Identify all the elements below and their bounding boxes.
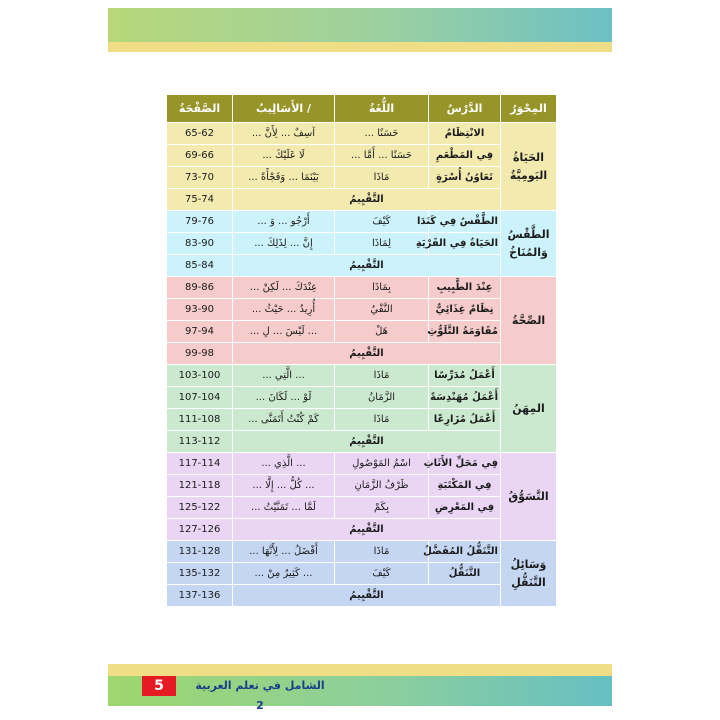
review-row — [167, 519, 557, 541]
language-cell: مَاذَا — [335, 365, 429, 387]
review-row — [167, 343, 557, 365]
table-row — [167, 365, 557, 387]
table-row — [167, 123, 557, 145]
language-cell: مَاذَا — [335, 409, 429, 431]
language-cell: هَلْ — [335, 321, 429, 343]
pages-cell: 83-90 — [167, 233, 233, 255]
review-row — [167, 255, 557, 277]
lesson-cell: فِي المَعْرِضِ — [429, 497, 501, 519]
pages-cell: 85-84 — [167, 255, 233, 277]
review-cell: التَّقْيِيمُ — [233, 519, 501, 541]
language-cell: مَاذَا — [335, 167, 429, 189]
styles-cell: لَا عَلَيْكَ ... — [233, 145, 335, 167]
language-cell: الزَّمَانُ — [335, 387, 429, 409]
table-row — [167, 233, 557, 255]
table-row — [167, 277, 557, 299]
header-page: الصَّفْحَةُ — [167, 95, 233, 123]
axis-cell: التَّسَوُّقُ — [501, 453, 557, 541]
pages-cell: 121-118 — [167, 475, 233, 497]
top-decorative-band — [108, 8, 612, 52]
pages-cell: 127-126 — [167, 519, 233, 541]
header-styles: / الأَسَالِيبُ — [233, 95, 335, 123]
pages-cell: 113-112 — [167, 431, 233, 453]
review-row — [167, 431, 557, 453]
axis-cell: الصِّحَّةُ — [501, 277, 557, 365]
table-header-row — [167, 95, 557, 123]
language-cell: لِمَاذَا — [335, 233, 429, 255]
styles-cell: أَرْجُو ... وَ ... — [233, 211, 335, 233]
language-cell: ظَرْفُ الزَّمَانِ — [335, 475, 429, 497]
header-axis: المِحْوَرُ — [501, 95, 557, 123]
lesson-cell: أَعْمَلُ مُهَنْدِسَةً — [429, 387, 501, 409]
lesson-cell: التَّنَقُّلُ المُفَضَّلُ — [429, 541, 501, 563]
pages-cell: 75-74 — [167, 189, 233, 211]
table-row — [167, 475, 557, 497]
styles-cell: آسِفٌ ... لِأَنَّ ... — [233, 123, 335, 145]
review-row — [167, 585, 557, 607]
review-cell: التَّقْيِيمُ — [233, 585, 501, 607]
lesson-cell: فِي المَكْتَبَةِ — [429, 475, 501, 497]
styles-cell: ... لَيْسَ ... لِ ... — [233, 321, 335, 343]
axis-cell: وَسَائِلُ التَّنَقُّلِ — [501, 541, 557, 607]
lesson-cell: الطَّقْسُ فِي كَنَدَا — [429, 211, 501, 233]
review-cell: التَّقْيِيمُ — [233, 431, 501, 453]
table-row — [167, 409, 557, 431]
page-number: 5 — [142, 676, 176, 696]
lesson-cell: الحَيَاةُ فِي القَرْيَةِ — [429, 233, 501, 255]
table-row — [167, 387, 557, 409]
language-cell: كَيْفَ — [335, 563, 429, 585]
lesson-cell: أَعْمَلُ مُدَرِّسًا — [429, 365, 501, 387]
table-row — [167, 453, 557, 475]
lesson-cell: فِي مَحَلِّ الأَثَاثِ — [429, 453, 501, 475]
pages-cell: 125-122 — [167, 497, 233, 519]
pages-cell: 93-90 — [167, 299, 233, 321]
styles-cell: لَمَّا ... تَمَنَّيْتُ ... — [233, 497, 335, 519]
language-cell: اسْمُ المَوْصُولِ — [335, 453, 429, 475]
lesson-cell: فِي المَطْعَمِ — [429, 145, 501, 167]
language-cell: حَسَنًا ... أَمَّا ... — [335, 145, 429, 167]
lesson-cell: تَعَاوُنُ أُسْرَةٍ — [429, 167, 501, 189]
review-row — [167, 189, 557, 211]
table-of-contents — [166, 94, 557, 607]
styles-cell: لَوْ ... لَكَانَ ... — [233, 387, 335, 409]
styles-cell: كَمْ كُنْتُ أَتَمَنَّى ... — [233, 409, 335, 431]
pages-cell: 65-62 — [167, 123, 233, 145]
styles-cell: بَيْنَمَا ... وَفَجْأَةً ... — [233, 167, 335, 189]
table-row — [167, 541, 557, 563]
pages-cell: 103-100 — [167, 365, 233, 387]
axis-cell: الحَيَاةُ اليَومِيَّةُ — [501, 123, 557, 211]
review-cell: التَّقْيِيمُ — [233, 189, 501, 211]
axis-cell: الطَّقْسُ وَالمُنَاخُ — [501, 211, 557, 277]
language-cell: حَسَنًا ... — [335, 123, 429, 145]
styles-cell: ... كَثِيرٌ مِنْ ... — [233, 563, 335, 585]
styles-cell: عِنْدَكَ ... لَكِنْ ... — [233, 277, 335, 299]
pages-cell: 117-114 — [167, 453, 233, 475]
top-band-stripe — [108, 42, 612, 52]
pages-cell: 107-104 — [167, 387, 233, 409]
language-cell: النَّفْيُ — [335, 299, 429, 321]
pages-cell: 137-136 — [167, 585, 233, 607]
styles-cell: أَفْضَلُ ... لِأَنَّهَا ... — [233, 541, 335, 563]
styles-cell: ... الَّذِي ... — [233, 453, 335, 475]
pages-cell: 131-128 — [167, 541, 233, 563]
lesson-cell: نِظَامٌ غِذَائِيٌّ — [429, 299, 501, 321]
styles-cell: أُرِيدُ ... حَيْثُ ... — [233, 299, 335, 321]
styles-cell: ... كُلُّ ... إِلَّا ... — [233, 475, 335, 497]
bottom-band-stripe — [108, 664, 612, 676]
styles-cell: ... الَّتِي ... — [233, 365, 335, 387]
lesson-cell: مُقَاوَمَةُ التَّلَوُّثِ — [429, 321, 501, 343]
lesson-cell: عِنْدَ الطَّبِيبِ — [429, 277, 501, 299]
pages-cell: 97-94 — [167, 321, 233, 343]
pages-cell: 69-66 — [167, 145, 233, 167]
axis-cell: المِهَنُ — [501, 365, 557, 453]
styles-cell: إِنَّ ... لِذَلِكَ ... — [233, 233, 335, 255]
header-lesson: الدَّرْسُ — [429, 95, 501, 123]
table-row — [167, 167, 557, 189]
language-cell: كَيْفَ — [335, 211, 429, 233]
pages-cell: 89-86 — [167, 277, 233, 299]
table-row — [167, 299, 557, 321]
lesson-cell: الانْتِظَامُ — [429, 123, 501, 145]
review-cell: التَّقْيِيمُ — [233, 255, 501, 277]
bottom-decorative-band — [108, 664, 612, 712]
review-cell: التَّقْيِيمُ — [233, 343, 501, 365]
header-language: اللُّغَةُ — [335, 95, 429, 123]
table-row — [167, 563, 557, 585]
table-row — [167, 321, 557, 343]
table-row — [167, 497, 557, 519]
lesson-cell: التَّنَقُّلُ — [429, 563, 501, 585]
book-title: الشامل في تعلم العربية 2 — [195, 679, 325, 712]
language-cell: بِكَمْ — [335, 497, 429, 519]
table-row — [167, 145, 557, 167]
pages-cell: 99-98 — [167, 343, 233, 365]
language-cell: مَاذَا — [335, 541, 429, 563]
pages-cell: 135-132 — [167, 563, 233, 585]
table-row — [167, 211, 557, 233]
pages-cell: 79-76 — [167, 211, 233, 233]
pages-cell: 111-108 — [167, 409, 233, 431]
language-cell: بِمَاذَا — [335, 277, 429, 299]
pages-cell: 73-70 — [167, 167, 233, 189]
lesson-cell: أَعْمَلُ مُزَارِعًا — [429, 409, 501, 431]
